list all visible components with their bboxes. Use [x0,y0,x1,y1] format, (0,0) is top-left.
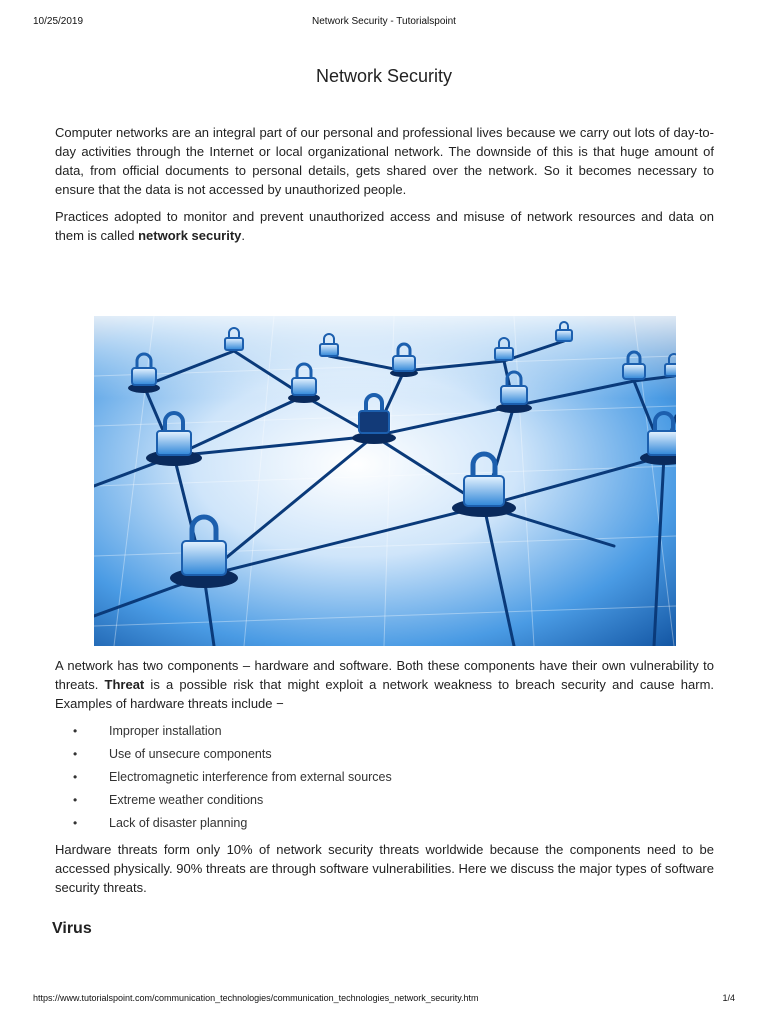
bullet-icon: • [73,747,78,761]
bullet-icon: • [73,724,78,738]
network-security-term: network security [138,228,242,243]
page-title: Network Security [315,66,453,86]
list-item-text: Improper installation [109,724,222,738]
list-item-text: Electromagnetic interference from external sources [109,770,392,784]
definition-end: . [241,228,246,243]
print-page-title: Network Security - Tutorialspoint [312,16,456,27]
list-item [55,722,655,745]
bullet-icon: • [73,770,78,784]
print-url: https://www.tutorialspoint.com/communication_technologies/communication_technologies_network_security.htm [33,993,479,1003]
list-item [55,791,655,814]
list-item-text: Extreme weather conditions [109,793,264,807]
hardware-threats-list [55,722,655,837]
section-heading-virus: Virus [52,920,92,937]
list-item [55,768,655,791]
network-security-illustration [94,316,676,646]
print-date: 10/25/2019 [33,16,84,27]
list-item-text: Lack of disaster planning [109,816,248,830]
list-item [55,814,655,837]
print-header [0,16,768,32]
hardware-summary-paragraph: Hardware threats form only 10% of network security threats worldwide because the components need to be accessed physically. 90% threats are through software vulnerabilities. Here we discuss the major types of software security threats. [55,842,714,895]
intro-paragraph: Computer networks are an integral part of our personal and professional lives because we carry out lots of day-to-day activities through the Internet or local organizational network. The downside of this is that huge amount of data, from official documents to personal details, gets shared over the network. So it becomes necessary to ensure that the data is not accessed by unauthorized people. [55,125,714,197]
components-text: A network has two components – hardware and software. Both these components have their own vulnerability to threats. [55,658,714,692]
definition-paragraph [55,207,714,245]
bullet-icon: • [73,816,78,830]
threat-term: Threat [104,677,145,692]
threat-definition: is a possible risk that might exploit a network weakness to breach security and cause harm. Examples of hardware threats include − [55,677,715,711]
definition-text: Practices adopted to monitor and prevent unauthorized access and misuse of network resources and data on them is called [55,209,714,243]
page-number: 1/4 [722,993,735,1003]
list-item-text: Use of unsecure components [109,747,272,761]
list-item [55,745,655,768]
bullet-icon: • [73,793,78,807]
components-paragraph [55,656,714,713]
